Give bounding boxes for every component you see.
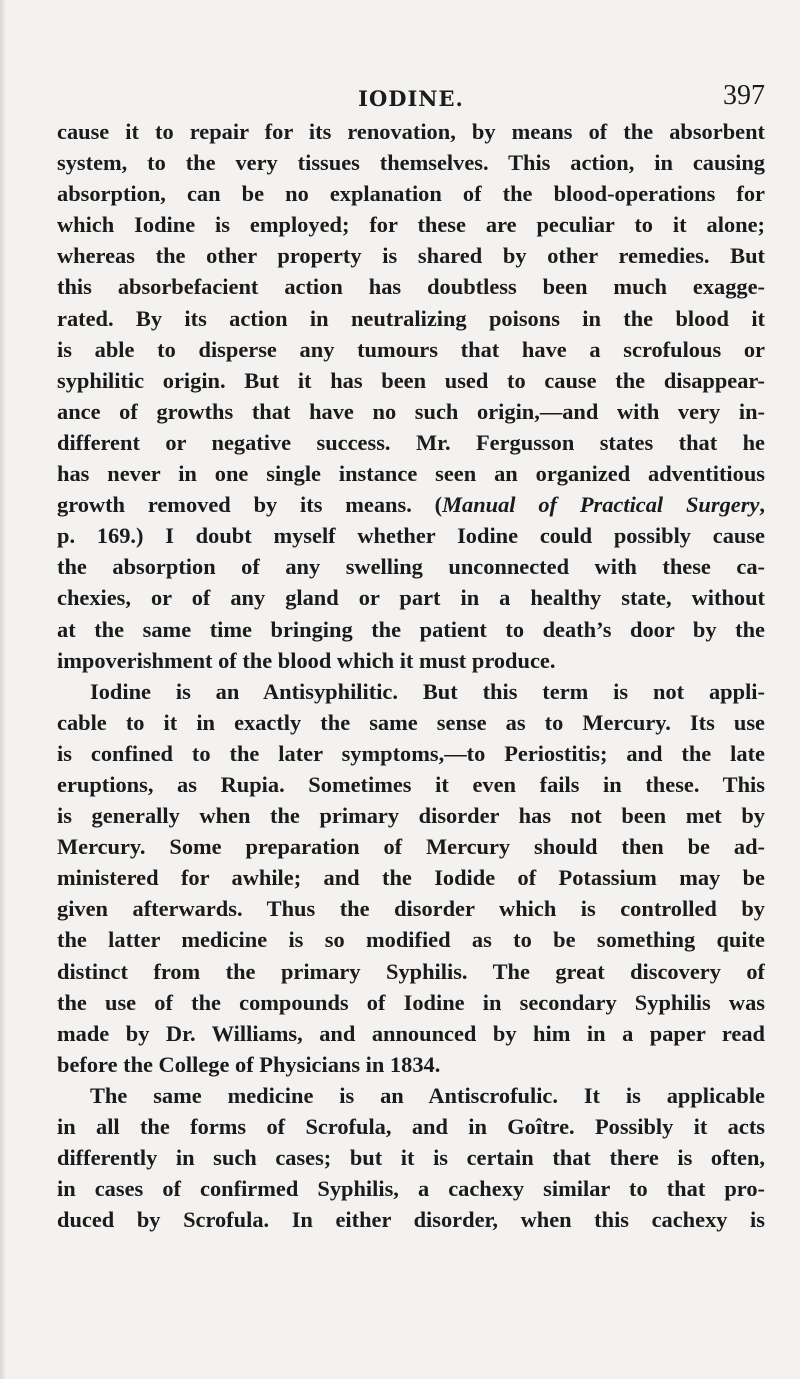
text-line: ministered for awhile; and the Iodide of Potassium may be [57, 865, 765, 891]
text-line: ance of growths that have no such origin,—and with very in- [57, 398, 765, 424]
body-text [57, 116, 765, 1235]
paragraph [57, 676, 765, 1080]
text-line: is confined to the later symptoms,—to Periostitis; and the late [57, 740, 765, 766]
text-line: differently in such cases; but it is certain that there is often, [57, 1145, 765, 1171]
text-line: made by Dr. Williams, and announced by him in a paper read [57, 1020, 765, 1046]
text-line: impoverishment of the blood which it must produce. [57, 647, 556, 673]
text-line: the latter medicine is so modified as to be something quite [57, 927, 765, 953]
text-line: p. 169.) I doubt myself whether Iodine could possibly cause [57, 523, 765, 549]
text-line: the use of the compounds of Iodine in secondary Syphilis was [57, 989, 765, 1015]
book-citation: Manual of Practical Surgery [442, 492, 760, 518]
paragraph [57, 489, 765, 676]
text-line: the absorption of any swelling unconnected with these ca- [57, 554, 765, 580]
text-line: syphilitic origin. But it has been used to cause the disappear- [57, 367, 765, 393]
text-line: cause it to repair for its renovation, by means of the absorbent [57, 119, 765, 144]
page-edge-shadow [0, 0, 6, 1379]
text-line: before the College of Physicians in 1834. [57, 1051, 441, 1077]
text-line: which Iodine is employed; for these are peculiar to it alone; [57, 212, 765, 238]
text-line: given afterwards. Thus the disorder which is controlled by [57, 896, 765, 922]
text-line: this absorbefacient action has doubtless been much exagge- [57, 274, 765, 300]
text-line: cable to it in exactly the same sense as to Mercury. Its use [57, 709, 765, 735]
text-line: in all the forms of Scrofula, and in Goître. Possibly it acts [57, 1114, 765, 1139]
text-line: at the same time bringing the patient to death’s door by the [57, 616, 765, 642]
text-line: Mercury. Some preparation of Mercury should then be ad- [57, 834, 765, 860]
text-line: has never in one single instance seen an organized adventitious [57, 461, 765, 487]
chapter-title: IODINE. [358, 86, 464, 111]
running-head [57, 80, 765, 110]
text-line: chexies, or of any gland or part in a healthy state, without [57, 585, 765, 611]
text-line: rated. By its action in neutralizing poisons in the blood it [57, 305, 765, 331]
text-line: different or negative success. Mr. Fergusson states that he [57, 429, 765, 455]
text-line: Iodine is an Antisyphilitic. But this term is not appli- [90, 678, 765, 704]
text-line: eruptions, as Rupia. Sometimes it even fails in these. This [57, 771, 765, 797]
text-line: The same medicine is an Antiscrofulic. It is applicable [90, 1082, 765, 1108]
text-line: absorption, can be no explanation of the blood-operations for [57, 181, 765, 207]
paragraph [57, 116, 765, 489]
text-line: whereas the other property is shared by other remedies. But [57, 243, 765, 269]
text-line: distinct from the primary Syphilis. The great discovery of [57, 958, 765, 984]
text-line: growth removed by its means. (Manual of Practical Surgery, [57, 492, 765, 518]
text-line: is able to disperse any tumours that have a scrofulous or [57, 336, 765, 362]
text-line: is generally when the primary disorder has not been met by [57, 803, 765, 829]
text-line: duced by Scrofula. In either disorder, when this cachexy is [57, 1207, 765, 1233]
paragraph [57, 1080, 765, 1235]
page-number: 397 [723, 80, 765, 111]
text-line: system, to the very tissues themselves. This action, in causing [57, 150, 765, 176]
text-line: in cases of confirmed Syphilis, a cachexy similar to that pro- [57, 1176, 765, 1202]
